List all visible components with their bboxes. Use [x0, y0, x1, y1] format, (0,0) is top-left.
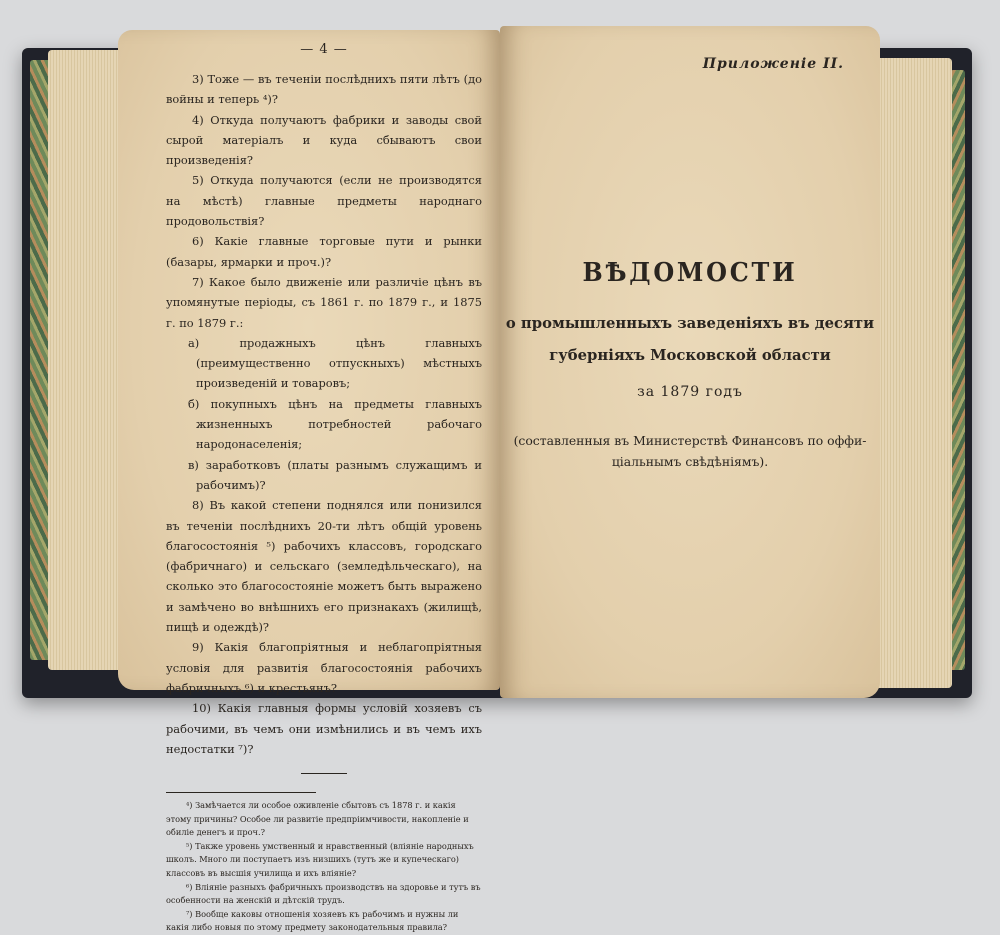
footnote-5: ⁵) Также уровень умственный и нравственный (вліяніе народныхъ школъ. Много ли поступаетъ изъ низшихъ (тутъ же и купеческаго) классовъ въ высшія училища и ихъ вліяніе?: [166, 840, 474, 879]
question-4: 4) Откуда получаютъ фабрики и заводы свой сырой матеріалъ и куда сбываютъ свои произведенія?: [166, 112, 482, 168]
note-line-2: ціальнымъ свѣдѣніямъ).: [611, 454, 769, 469]
appendix-label: Приложеніе II.: [702, 56, 844, 72]
subitem-a: а) продажныхъ цѣнъ главныхъ (преимущественно отпускныхъ) мѣстныхъ произведеній и товаровъ;: [188, 335, 482, 391]
footnotes: [166, 799, 482, 935]
title: ВѢДОМОСТИ: [582, 258, 798, 288]
footnote-6: ⁶) Вліяніе разныхъ фабричныхъ производствъ на здоровье и тутъ въ особенности на женскій и дѣтскій трудъ.: [166, 881, 481, 906]
question-5: 5) Откуда получаются (если не производятся на мѣстѣ) главные предметы народнаго продовольствія?: [166, 173, 482, 229]
subitem-b: б) покупныхъ цѣнъ на предметы главныхъ жизненныхъ потребностей рабочаго народонаселенія;: [188, 396, 482, 452]
question-3: 3) Тоже — въ теченіи послѣднихъ пяти лѣтъ (до войны и теперь ⁴)?: [166, 72, 482, 107]
year: за 1879 годъ: [637, 384, 743, 400]
footnote-4: ⁴) Замѣчается ли особое оживленіе сбытовъ съ 1878 г. и какія этому причины? Особое ли развитіе предпріимчивости, накопленіе и обиліе денегъ и проч.?: [166, 800, 469, 838]
question-6: 6) Какіе главные торговые пути и рынки (базары, ярмарки и проч.)?: [166, 234, 482, 269]
question-9: 9) Какія благопріятныя и неблагопріятныя условія для развитія благосостоянія рабочихъ фабричныхъ ⁶) и крестьянъ?: [166, 640, 482, 695]
question-list: [166, 69, 482, 759]
left-page: [118, 30, 500, 933]
note-line-1: (составленныя въ Министерствѣ Финансовъ по оффи-: [513, 433, 867, 448]
section-divider: [301, 773, 347, 774]
question-8: 8) Въ какой степени поднялся или понизился въ теченіи послѣднихъ 20-ти лѣтъ общій уровень благосостоянія ⁵) рабочихъ классовъ, городскаго (фабричнаго) и сельскаго (земледѣльческаго), на сколько это благосостояніе можетъ быть выражено и замѣчено во внѣшнихъ его признакахъ (жилищѣ, пищѣ и одеждѣ)?: [166, 498, 482, 635]
right-page: [500, 26, 880, 698]
source-note: [500, 430, 880, 472]
subtitle-line-2: губерніяхъ Московской области: [549, 347, 831, 364]
question-7: 7) Какое было движеніе или различіе цѣнъ въ упомянутые періоды, съ 1861 г. по 1879 г., и 1875 г. по 1879 г.:: [166, 274, 482, 330]
footnote-rule: [166, 792, 316, 793]
footnote-7: ⁷) Вообще каковы отношенія хозяевъ къ рабочимъ и нужны ли какія либо новыя по этому предмету законодательныя правила?: [166, 908, 459, 933]
page-number: — 4 —: [300, 42, 348, 57]
subtitle-line-1: о промышленныхъ заведеніяхъ въ десяти: [505, 315, 875, 332]
subitem-c: в) заработковъ (платы разнымъ служащимъ и рабочимъ)?: [188, 457, 482, 492]
subtitle: [500, 308, 880, 372]
question-10: 10) Какія главныя формы условій хозяевъ съ рабочими, въ чемъ они измѣнились и въ чемъ ихъ недостатки ⁷)?: [166, 701, 482, 756]
